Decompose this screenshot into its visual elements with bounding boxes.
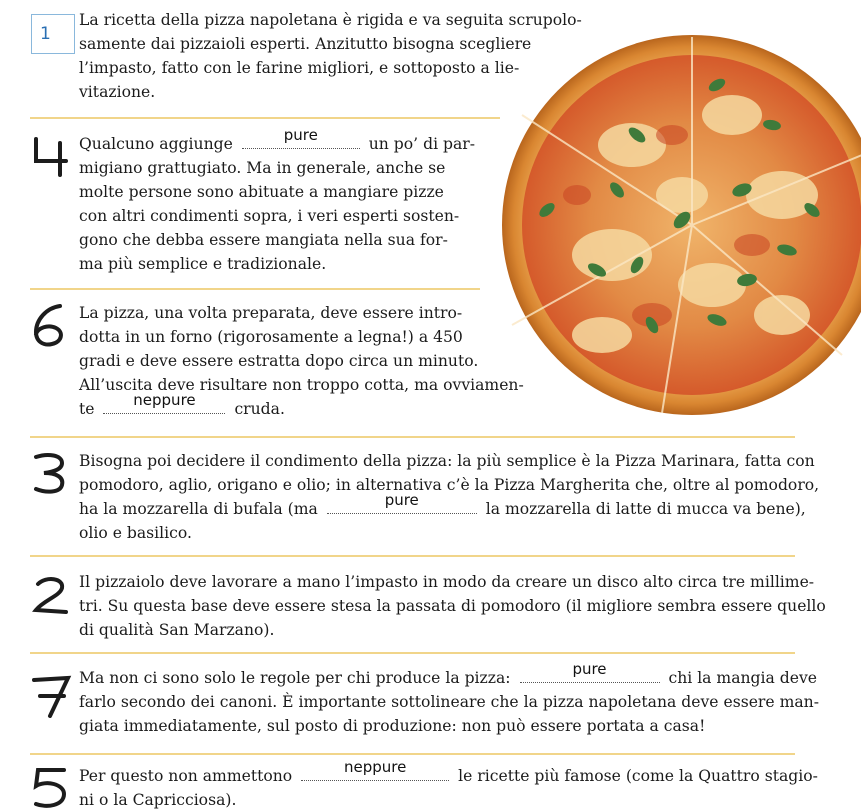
paragraph-2 (79, 570, 826, 642)
text-line: samente dai pizzaioli esperti. Anzitutto bisogna scegliere (79, 35, 532, 53)
text-line: farlo secondo dei canoni. È importante sottolineare che la pizza napoletana deve essere man- (79, 693, 819, 711)
fill-answer: pure (283, 126, 318, 144)
text-line: dotta in un forno (rigorosamente a legna!) a 450 (79, 328, 463, 346)
text-line: di qualità San Marzano). (79, 621, 275, 639)
text-line (79, 660, 819, 690)
text-line: l’impasto, fatto con le farine migliori, e sottoposto a lie- (79, 59, 520, 77)
fill-answer: pure (384, 491, 419, 509)
text-line: gono che debba essere mangiata nella sua for- (79, 231, 448, 249)
handwritten-number-4 (30, 135, 72, 177)
fill-blank[interactable] (242, 126, 360, 149)
paragraph-3 (79, 449, 819, 545)
separator (30, 652, 795, 654)
handwritten-number-1: 1 (40, 24, 51, 44)
text-line (79, 758, 818, 788)
text-line: migiano grattugiato. Ma in generale, anche se (79, 159, 446, 177)
handwritten-number-7 (30, 672, 72, 718)
text-segment: te (79, 400, 95, 418)
text-segment: un po’ di par- (368, 135, 476, 153)
fill-blank[interactable] (301, 758, 449, 781)
text-line: La ricetta della pizza napoletana è rigida e va seguita scrupolo- (79, 11, 582, 29)
paragraph-6 (79, 301, 524, 421)
paragraph-4 (79, 126, 476, 276)
separator (30, 117, 500, 119)
text-line: Bisogna poi decidere il condimento della pizza: la più semplice è la Pizza Marinara, fatta con (79, 452, 815, 470)
text-line (79, 491, 819, 521)
text-segment: Ma non ci sono solo le regole per chi produce la pizza: (79, 669, 511, 687)
separator (30, 288, 480, 290)
text-line: molte persone sono abituate a mangiare pizze (79, 183, 444, 201)
text-line: olio e basilico. (79, 524, 192, 542)
text-line: giata immediatamente, sul posto di produzione: non può essere portata a casa! (79, 717, 706, 735)
separator (30, 555, 795, 557)
paragraph-1 (79, 8, 582, 104)
text-segment: Per questo non ammettono (79, 767, 293, 785)
fill-answer: neppure (133, 391, 196, 409)
number-box (31, 14, 75, 54)
handwritten-number-2 (30, 574, 72, 616)
text-line: La pizza, una volta preparata, deve essere intro- (79, 304, 463, 322)
text-line: Il pizzaiolo deve lavorare a mano l’impasto in modo da creare un disco alto circa tre millime- (79, 573, 815, 591)
text-line (79, 126, 476, 156)
text-line: vitazione. (79, 83, 156, 101)
text-segment: Qualcuno aggiunge (79, 135, 233, 153)
fill-answer: neppure (343, 758, 407, 776)
paragraph-7 (79, 660, 819, 738)
fill-blank[interactable] (103, 391, 225, 414)
text-segment: le ricette più famose (come la Quattro stagio- (458, 767, 818, 785)
text-line: ma più semplice e tradizionale. (79, 255, 327, 273)
text-line: All’uscita deve risultare non troppo cotta, ma ovviamen- (79, 376, 524, 394)
text-segment: chi la mangia deve (668, 669, 818, 687)
text-segment: la mozzarella di latte di mucca va bene), (485, 500, 806, 518)
handwritten-number-3 (30, 451, 72, 495)
separator (30, 436, 795, 438)
paragraph-5 (79, 758, 818, 812)
text-line: gradi e deve essere estratta dopo circa un minuto. (79, 352, 479, 370)
fill-answer: pure (572, 660, 607, 678)
text-segment: cruda. (234, 400, 285, 418)
fill-blank[interactable] (327, 491, 477, 514)
text-line (79, 391, 524, 421)
text-line: con altri condimenti sopra, i veri esperti sosten- (79, 207, 460, 225)
handwritten-number-5 (30, 766, 72, 809)
handwritten-number-6 (30, 302, 72, 348)
text-segment: ha la mozzarella di bufala (ma (79, 500, 318, 518)
text-line: ni o la Capricciosa). (79, 791, 237, 809)
text-line: pomodoro, aglio, origano e olio; in alternativa c’è la Pizza Margherita che, oltre al pomodoro, (79, 476, 820, 494)
text-line: tri. Su questa base deve essere stesa la passata di pomodoro (il migliore sembra essere quello (79, 597, 826, 615)
fill-blank[interactable] (520, 660, 660, 683)
